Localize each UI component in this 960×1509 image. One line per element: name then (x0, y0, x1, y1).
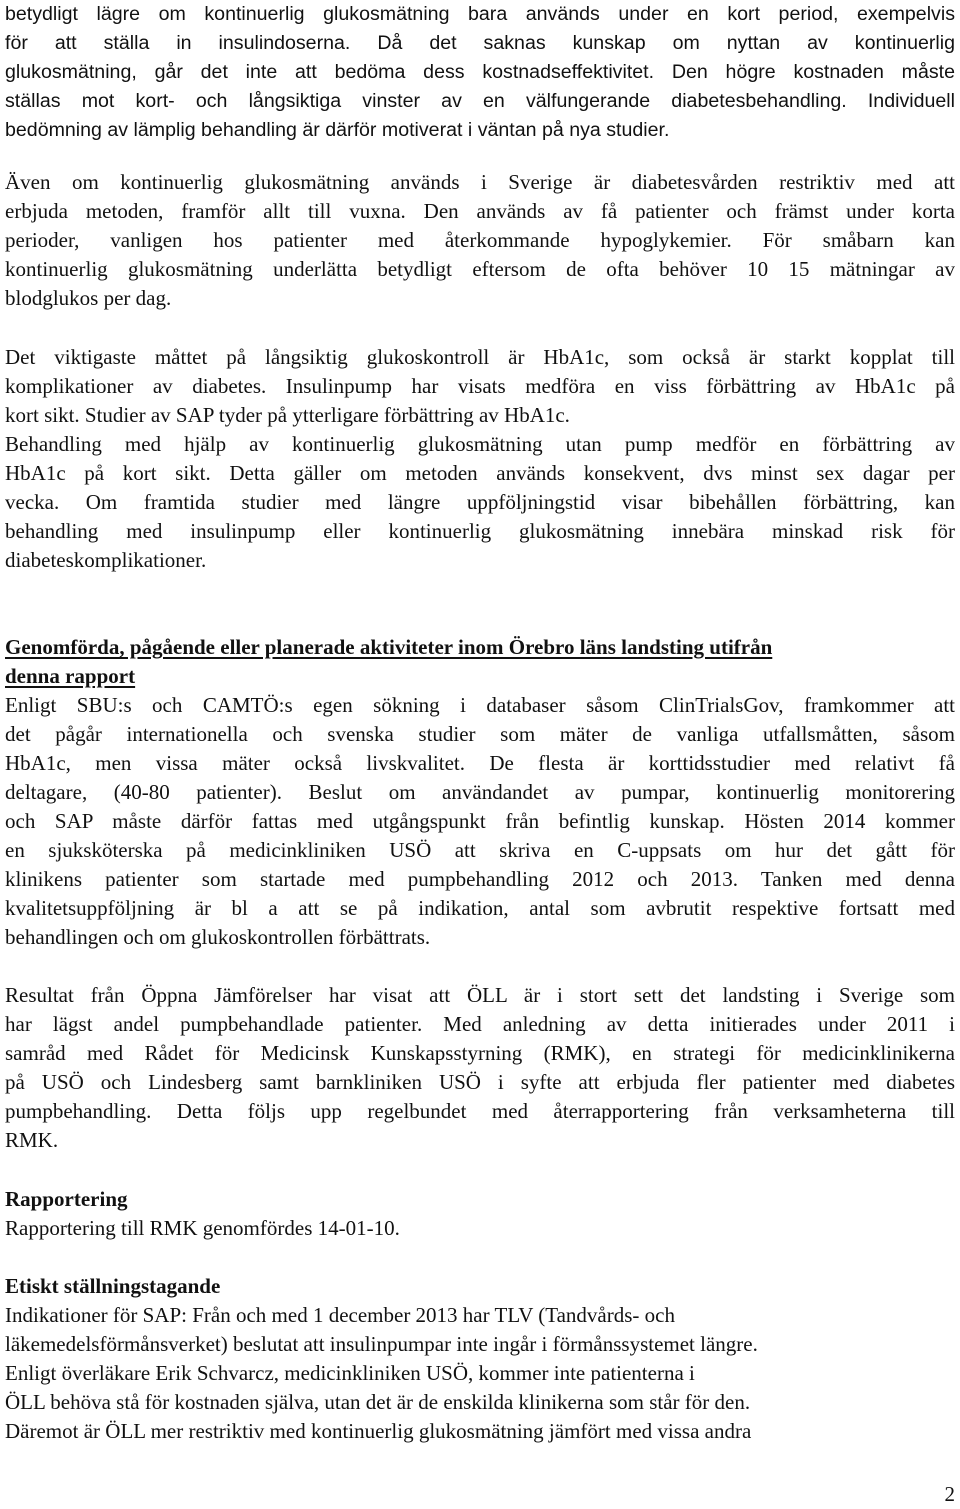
heading-line: Genomförda, pågående eller planerade aktiviteter inom Örebro läns landsting utifrån (5, 635, 773, 659)
text-line: samråd med Rådet för Medicinsk Kunskapsstyrning (RMK), en strategi för medicinklinikerna (5, 1041, 955, 1065)
page-number: 2 (944, 1482, 955, 1506)
text-line: Rapportering till RMK genomfördes 14-01-10. (5, 1216, 400, 1240)
text-line: på USÖ och Lindesberg samt barnkliniken USÖ i syfte att erbjuda fler patienter med diabetes (5, 1070, 955, 1094)
text-line: betydligt lägre om kontinuerlig glukosmätning bara används under en kort period, exempelvis (5, 3, 955, 25)
paragraph-hba1c (5, 343, 955, 575)
text-line: klinikens patienter som startade med pumpbehandling 2012 och 2013. Tanken med denna (5, 867, 955, 891)
paragraph-rapportering (5, 1214, 955, 1243)
text-line: diabeteskomplikationer. (5, 548, 207, 572)
text-line: Resultat från Öppna Jämförelser har visat att ÖLL är i stort sett det landsting i Sverige som (5, 983, 955, 1007)
text-line: kontinuerlig glukosmätning underlätta betydligt eftersom de ofta behöver 10 15 mätningar av (5, 257, 955, 281)
text-line: glukosmätning, går det inte att bedöma dess kostnadseffektivitet. Den högre kostnaden måste (5, 61, 955, 83)
text-line: Även om kontinuerlig glukosmätning används i Sverige är diabetesvården restriktiv med att (5, 170, 955, 194)
text-line: bedömning av lämplig behandling är därför motiverat i väntan på nya studier. (5, 119, 670, 141)
paragraph-cost-effectiveness (5, 0, 955, 145)
text-line: blodglukos per dag. (5, 286, 172, 310)
text-line: och SAP måste därför fattas med utgångspunkt från befintlig kunskap. Hösten 2014 kommer (5, 809, 955, 833)
paragraph-sweden-usage (5, 168, 955, 313)
text-line: RMK. (5, 1128, 59, 1152)
heading-line: denna rapport (5, 664, 136, 688)
text-line: erbjuda metoden, framför allt till vuxna. Den används av få patienter och främst under korta (5, 199, 955, 223)
text-line: en sjuksköterska på medicinkliniken USÖ att skriva en C-uppsats om hur det gått för (5, 838, 955, 862)
text-line: ÖLL behöva stå för kostnaden själva, utan det är de enskilda klinikerna som står för den. (5, 1390, 751, 1414)
text-line: kvalitetsuppföljning är bl a att se på indikation, antal som avbrutit respektive fortsatt med (5, 896, 955, 920)
text-line: HbA1c på kort sikt. Detta gäller om metoden används konsekvent, dvs minst sex dagar per (5, 461, 955, 485)
text-line: deltagare, (40-80 patienter). Beslut om användandet av pumpar, kontinuerlig monitorering (5, 780, 955, 804)
text-line: HbA1c, men vissa mäter också livskvalitet. De flesta är korttidsstudier med relativt få (5, 751, 955, 775)
text-line: Enligt överläkare Erik Schvarcz, medicinkliniken USÖ, kommer inte patienterna i (5, 1361, 695, 1385)
text-line: Däremot är ÖLL mer restriktiv med kontinuerlig glukosmätning jämfört med vissa andra (5, 1419, 752, 1443)
heading-line: Etiskt ställningstagande (5, 1274, 221, 1298)
text-line: Enligt SBU:s och CAMTÖ:s egen sökning i databaser såsom ClinTrialsGov, framkommer att (5, 693, 955, 717)
text-line: Det viktigaste måttet på långsiktig glukoskontroll är HbA1c, som också är starkt kopplat till (5, 345, 955, 369)
text-line: behandling med insulinpump eller kontinuerlig glukosmätning innebära minskad risk för (5, 519, 955, 543)
paragraph-etiskt (5, 1301, 955, 1446)
text-line: pumpbehandling. Detta följs upp regelbundet med återrapportering från verksamheterna till (5, 1099, 955, 1123)
text-line: komplikationer av diabetes. Insulinpump har visats medföra en viss förbättring av HbA1c på (5, 374, 955, 398)
section-heading-etiskt (5, 1272, 955, 1301)
text-line: det pågår internationella och svenska studier som mäter de vanliga utfallsmåtten, såsom (5, 722, 955, 746)
heading-line: Rapportering (5, 1187, 128, 1211)
text-line: för att ställa in insulindoserna. Då det saknas kunskap om nyttan av kontinuerlig (5, 32, 955, 54)
text-line: Indikationer för SAP: Från och med 1 december 2013 har TLV (Tandvårds- och (5, 1303, 675, 1327)
text-line: Behandling med hjälp av kontinuerlig glukosmätning utan pump medför en förbättring av (5, 432, 955, 456)
text-line: har lägst andel pumpbehandlade patienter. Med anledning av detta initierades under 2011 i (5, 1012, 955, 1036)
text-line: kort sikt. Studier av SAP tyder på ytterligare förbättring av HbA1c. (5, 403, 570, 427)
text-line: perioder, vanligen hos patienter med återkommande hypoglykemier. För småbarn kan (5, 228, 955, 252)
paragraph-studies (5, 691, 955, 952)
text-line: läkemedelsförmånsverket) beslutat att insulinpumpar inte ingår i förmånssystemet längre. (5, 1332, 758, 1356)
section-heading-activities (5, 633, 955, 691)
text-line: vecka. Om framtida studier med längre uppföljningstid visar bibehållen förbättring, kan (5, 490, 955, 514)
paragraph-open-comparisons (5, 981, 955, 1155)
text-line: ställas mot kort- och långsiktiga vinster av en välfungerande diabetesbehandling. Individuell (5, 90, 955, 112)
section-heading-rapportering (5, 1185, 955, 1214)
text-line: behandlingen och om glukoskontrollen förbättrats. (5, 925, 431, 949)
